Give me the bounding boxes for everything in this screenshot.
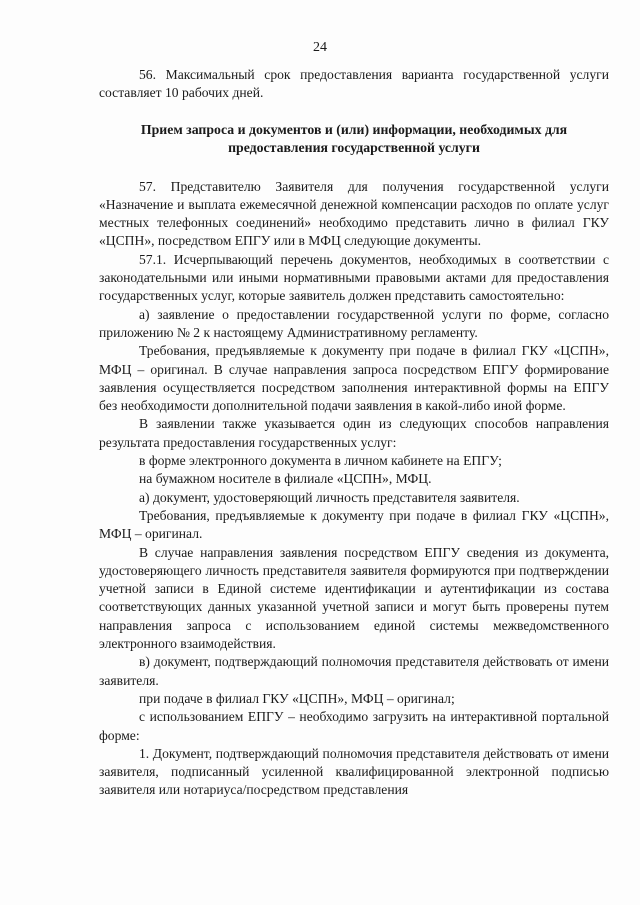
paragraph-epgu-identity: В случае направления заявления посредством ЕПГУ сведения из документа, удостоверяющего личность представителя заявителя формируются при подтверждении учетной записи в Единой системе идентификации и аутентификации из состава соответствующих данных указанной учетной записи и могут быть проверены путем направления запроса с использованием единой системы межведомственного электронного взаимодействия. [99, 544, 609, 652]
document-body [99, 66, 609, 800]
section-heading: Прием запроса и документов и (или) информации, необходимых для предоставления государственной услуги [140, 121, 568, 156]
paragraph-a-application: а) заявление о предоставлении государственной услуги по форме, согласно приложению № 2 к настоящему Административному регламенту. [99, 306, 609, 340]
paragraph-57: 57. Представителю Заявителя для получения государственной услуги «Назначение и выплата ежемесячной денежной компенсации расходов по оплате услуг местных телефонных соединений» необходимо представить лично в филиал ГКУ «ЦСПН», посредством ЕПГУ или в МФЦ следующие документы. [99, 178, 609, 249]
paragraph-v-authority: в) документ, подтверждающий полномочия представителя действовать от имени заявителя. [99, 654, 609, 688]
paragraph-result-methods: В заявлении также указывается один из следующих способов направления результата предоставления государственных услуг: [99, 416, 609, 450]
page-number: 24 [313, 40, 327, 55]
paragraph-filial-original: при подаче в филиал ГКУ «ЦСПН», МФЦ – оригинал; [139, 690, 455, 706]
paragraph-epgu-upload: с использованием ЕПГУ – необходимо загрузить на интерактивной портальной форме: [99, 709, 609, 743]
paragraph-requirements-1: Требования, предъявляемые к документу при подаче в филиал ГКУ «ЦСПН», МФЦ – оригинал. В случае направления запроса посредством ЕПГУ формирование заявления осуществляется посредством заполнения интерактивной формы на ЕПГУ без необходимости дополнительной подачи заявления в какой-либо иной форме. [99, 343, 609, 414]
paragraph-item-1: 1. Документ, подтверждающий полномочия представителя действовать от имени заявителя, подписанный усиленной квалифицированной электронной подписью заявителя или нотариуса/посредством представления [99, 745, 609, 798]
paragraph-option-electronic: в форме электронного документа в личном кабинете на ЕПГУ; [139, 453, 502, 469]
paragraph-57-1: 57.1. Исчерпывающий перечень документов, необходимых в соответствии с законодательными или иными нормативными правовыми актами для предоставления государственных услуг, которые заявитель должен представить самостоятельно: [99, 251, 609, 304]
paragraph-a-identity: а) документ, удостоверяющий личность представителя заявителя. [139, 489, 520, 505]
paragraph-requirements-2: Требования, предъявляемые к документу при подаче в филиал ГКУ «ЦСПН», МФЦ – оригинал. [99, 507, 609, 542]
paragraph-56: 56. Максимальный срок предоставления варианта государственной услуги составляет 10 рабочих дней. [99, 67, 609, 101]
paragraph-option-paper: на бумажном носителе в филиале «ЦСПН», МФЦ. [139, 471, 432, 487]
